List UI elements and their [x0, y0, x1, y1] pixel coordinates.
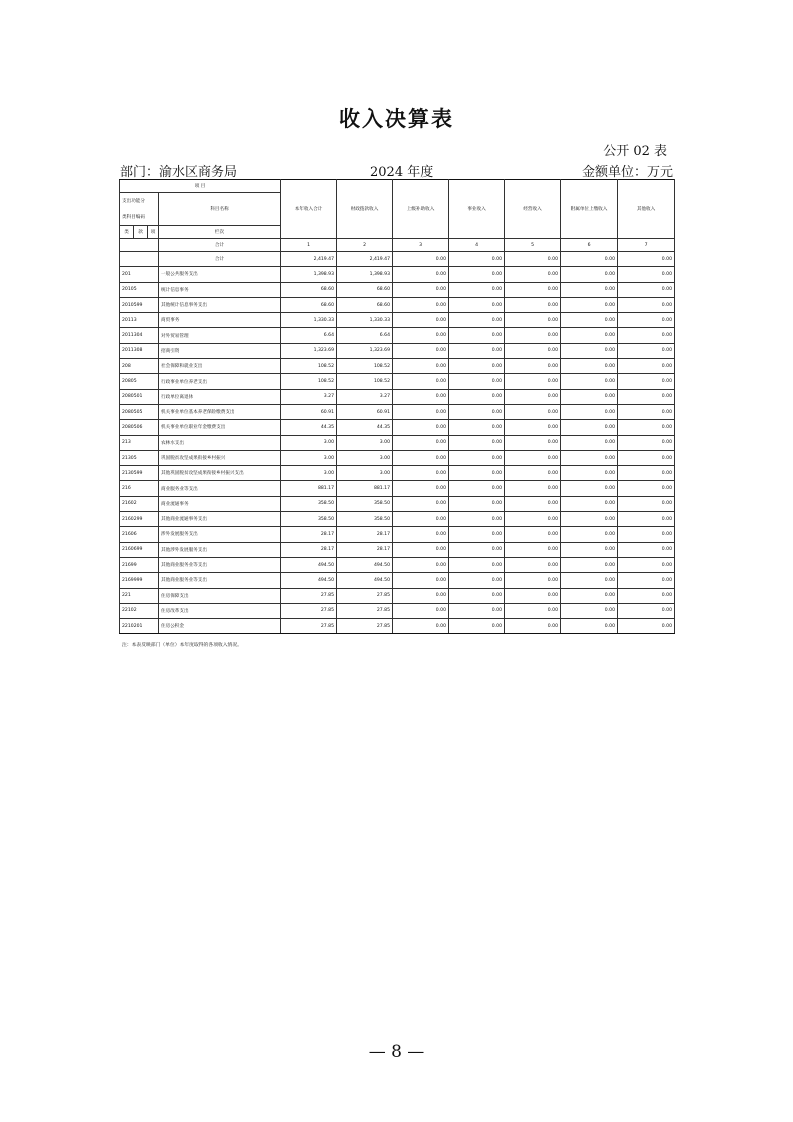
- row-value-3: 0.00: [393, 359, 449, 374]
- row-value-4: 0.00: [449, 450, 505, 465]
- row-value-5: 0.00: [505, 374, 561, 389]
- row-value-4: 0.00: [449, 527, 505, 542]
- row-value-6: 0.00: [561, 481, 618, 496]
- table-row: [120, 527, 675, 542]
- table-row: [120, 374, 675, 389]
- header-func-class: 支出功能分: [120, 193, 159, 210]
- row-code: 21602: [120, 496, 159, 511]
- table-row: [120, 603, 675, 618]
- row-value-1: 3.00: [281, 466, 337, 481]
- col-header-1: 本年收入合计: [281, 180, 337, 239]
- row-value-5: 0.00: [505, 619, 561, 634]
- col-header-6: 附属单位上缴收入: [561, 180, 618, 239]
- col-header-2: 财政拨款收入: [337, 180, 393, 239]
- table-row: [120, 420, 675, 435]
- row-value-6: 0.00: [561, 420, 618, 435]
- row-value-6: 0.00: [561, 404, 618, 419]
- row-value-7: 0.00: [618, 343, 675, 358]
- empty-cell: [120, 239, 159, 252]
- row-code: 20105: [120, 282, 159, 297]
- col-header-7: 其他收入: [618, 180, 675, 239]
- row-value-2: 60.91: [337, 404, 393, 419]
- row-value-4: 0.00: [449, 343, 505, 358]
- row-value-1: 881.17: [281, 481, 337, 496]
- row-value-7: 0.00: [618, 267, 675, 282]
- total-row-label: 合计: [159, 252, 281, 267]
- row-value-2: 68.60: [337, 297, 393, 312]
- row-value-6: 0.00: [561, 573, 618, 588]
- row-value-5: 0.00: [505, 420, 561, 435]
- table-row: [120, 435, 675, 450]
- row-name: 行政单位离退休: [159, 389, 281, 404]
- table-row: [120, 481, 675, 496]
- row-value-7: 0.00: [618, 297, 675, 312]
- total-value-7: 0.00: [618, 252, 675, 267]
- row-value-6: 0.00: [561, 527, 618, 542]
- row-code: 20805: [120, 374, 159, 389]
- row-code: 21606: [120, 527, 159, 542]
- row-value-4: 0.00: [449, 619, 505, 634]
- row-value-3: 0.00: [393, 297, 449, 312]
- row-name: 商业服务业等支出: [159, 481, 281, 496]
- row-value-7: 0.00: [618, 588, 675, 603]
- row-value-1: 108.52: [281, 359, 337, 374]
- col-header-5: 经营收入: [505, 180, 561, 239]
- row-value-5: 0.00: [505, 328, 561, 343]
- row-value-2: 3.00: [337, 450, 393, 465]
- row-value-4: 0.00: [449, 359, 505, 374]
- row-name: 其他商业服务业等支出: [159, 573, 281, 588]
- row-value-7: 0.00: [618, 466, 675, 481]
- row-value-3: 0.00: [393, 328, 449, 343]
- row-code: 2169999: [120, 573, 159, 588]
- row-name: 农林水支出: [159, 435, 281, 450]
- row-name: 其他商业服务业等支出: [159, 557, 281, 572]
- row-value-6: 0.00: [561, 603, 618, 618]
- col-num-2: 2: [337, 239, 393, 252]
- row-value-1: 3.27: [281, 389, 337, 404]
- table-row: [120, 282, 675, 297]
- row-value-1: 358.50: [281, 512, 337, 527]
- header-lei: 类: [120, 226, 134, 239]
- row-value-2: 27.85: [337, 588, 393, 603]
- row-value-2: 1,330.33: [337, 313, 393, 328]
- table-row: [120, 267, 675, 282]
- row-value-4: 0.00: [449, 557, 505, 572]
- row-value-5: 0.00: [505, 496, 561, 511]
- row-value-4: 0.00: [449, 573, 505, 588]
- row-value-4: 0.00: [449, 435, 505, 450]
- row-code: 2160699: [120, 542, 159, 557]
- row-value-2: 1,398.93: [337, 267, 393, 282]
- row-name: 住房保障支出: [159, 588, 281, 603]
- row-value-1: 108.52: [281, 374, 337, 389]
- row-value-4: 0.00: [449, 512, 505, 527]
- row-name: 商贸事务: [159, 313, 281, 328]
- row-value-6: 0.00: [561, 374, 618, 389]
- table-row: [120, 557, 675, 572]
- row-value-5: 0.00: [505, 542, 561, 557]
- row-value-2: 358.50: [337, 512, 393, 527]
- col-num-4: 4: [449, 239, 505, 252]
- row-value-2: 3.27: [337, 389, 393, 404]
- row-code: 2210201: [120, 619, 159, 634]
- row-value-5: 0.00: [505, 313, 561, 328]
- row-value-3: 0.00: [393, 466, 449, 481]
- row-value-6: 0.00: [561, 512, 618, 527]
- row-value-4: 0.00: [449, 313, 505, 328]
- row-value-3: 0.00: [393, 343, 449, 358]
- row-value-5: 0.00: [505, 343, 561, 358]
- row-value-6: 0.00: [561, 282, 618, 297]
- row-value-5: 0.00: [505, 481, 561, 496]
- total-value-4: 0.00: [449, 252, 505, 267]
- col-header-3: 上级补助收入: [393, 180, 449, 239]
- row-value-5: 0.00: [505, 512, 561, 527]
- row-value-2: 494.50: [337, 573, 393, 588]
- row-value-5: 0.00: [505, 282, 561, 297]
- row-name: 住房改革支出: [159, 603, 281, 618]
- total-value-1: 2,419.47: [281, 252, 337, 267]
- row-code: 21699: [120, 557, 159, 572]
- row-name: 住房公积金: [159, 619, 281, 634]
- row-name: 其他统计信息事务支出: [159, 297, 281, 312]
- row-value-2: 27.85: [337, 619, 393, 634]
- header-item: 项 目: [120, 180, 281, 193]
- header-kuan: 款: [134, 226, 148, 239]
- table-row: [120, 404, 675, 419]
- total-value-2: 2,419.47: [337, 252, 393, 267]
- total-value-5: 0.00: [505, 252, 561, 267]
- row-value-1: 3.00: [281, 435, 337, 450]
- row-value-7: 0.00: [618, 389, 675, 404]
- row-code: 2011308: [120, 343, 159, 358]
- row-value-6: 0.00: [561, 267, 618, 282]
- row-value-7: 0.00: [618, 404, 675, 419]
- row-value-1: 68.60: [281, 297, 337, 312]
- row-value-2: 28.17: [337, 542, 393, 557]
- row-value-6: 0.00: [561, 619, 618, 634]
- row-value-7: 0.00: [618, 359, 675, 374]
- row-value-2: 3.00: [337, 466, 393, 481]
- row-value-4: 0.00: [449, 374, 505, 389]
- row-value-7: 0.00: [618, 603, 675, 618]
- row-name: 统计信息事务: [159, 282, 281, 297]
- row-value-3: 0.00: [393, 557, 449, 572]
- row-name: 涉外发展服务支出: [159, 527, 281, 542]
- header-func-code: 类科目编码: [120, 209, 159, 226]
- row-value-1: 28.17: [281, 542, 337, 557]
- table-row: [120, 512, 675, 527]
- row-value-1: 3.00: [281, 450, 337, 465]
- row-name: 机关事业单位职业年金缴费支出: [159, 420, 281, 435]
- row-value-5: 0.00: [505, 557, 561, 572]
- row-value-6: 0.00: [561, 450, 618, 465]
- table-row: [120, 359, 675, 374]
- row-value-2: 27.85: [337, 603, 393, 618]
- row-value-4: 0.00: [449, 328, 505, 343]
- row-code: 2080501: [120, 389, 159, 404]
- header-col-numbers: [120, 239, 675, 252]
- row-value-7: 0.00: [618, 450, 675, 465]
- row-value-4: 0.00: [449, 404, 505, 419]
- row-value-5: 0.00: [505, 603, 561, 618]
- row-value-1: 358.50: [281, 496, 337, 511]
- row-value-4: 0.00: [449, 603, 505, 618]
- row-value-4: 0.00: [449, 297, 505, 312]
- row-value-6: 0.00: [561, 557, 618, 572]
- table-row: [120, 542, 675, 557]
- col-num-5: 5: [505, 239, 561, 252]
- row-value-5: 0.00: [505, 588, 561, 603]
- row-value-3: 0.00: [393, 603, 449, 618]
- row-value-3: 0.00: [393, 389, 449, 404]
- row-value-7: 0.00: [618, 512, 675, 527]
- row-value-7: 0.00: [618, 435, 675, 450]
- row-value-7: 0.00: [618, 481, 675, 496]
- row-value-2: 358.50: [337, 496, 393, 511]
- table-row: [120, 328, 675, 343]
- amount-unit: 金额单位：万元: [581, 165, 673, 180]
- row-code: 221: [120, 588, 159, 603]
- row-value-4: 0.00: [449, 542, 505, 557]
- department-label: 部门：渝水区商务局: [120, 165, 238, 180]
- total-row: [120, 252, 675, 267]
- row-code: 208: [120, 359, 159, 374]
- form-number: 公开 02 表: [603, 144, 667, 159]
- row-value-3: 0.00: [393, 435, 449, 450]
- row-value-3: 0.00: [393, 542, 449, 557]
- row-value-6: 0.00: [561, 343, 618, 358]
- row-code: 2130599: [120, 466, 159, 481]
- row-value-7: 0.00: [618, 557, 675, 572]
- row-value-1: 1,330.33: [281, 313, 337, 328]
- fiscal-year: 2024 年度: [370, 165, 434, 180]
- row-value-3: 0.00: [393, 420, 449, 435]
- row-value-3: 0.00: [393, 588, 449, 603]
- table-row: [120, 450, 675, 465]
- row-value-7: 0.00: [618, 527, 675, 542]
- row-value-1: 27.85: [281, 588, 337, 603]
- row-value-4: 0.00: [449, 466, 505, 481]
- col-num-7: 7: [618, 239, 675, 252]
- row-value-3: 0.00: [393, 313, 449, 328]
- row-code: 2080505: [120, 404, 159, 419]
- row-value-7: 0.00: [618, 420, 675, 435]
- row-value-3: 0.00: [393, 450, 449, 465]
- row-value-3: 0.00: [393, 267, 449, 282]
- header-xiang: 项: [148, 226, 159, 239]
- row-name: 行政事业单位养老支出: [159, 374, 281, 389]
- row-value-1: 60.91: [281, 404, 337, 419]
- row-value-5: 0.00: [505, 435, 561, 450]
- row-value-3: 0.00: [393, 512, 449, 527]
- row-value-3: 0.00: [393, 481, 449, 496]
- row-value-1: 27.85: [281, 603, 337, 618]
- meta-row: [120, 161, 673, 179]
- row-value-6: 0.00: [561, 542, 618, 557]
- row-value-2: 494.50: [337, 557, 393, 572]
- row-value-6: 0.00: [561, 588, 618, 603]
- row-value-3: 0.00: [393, 619, 449, 634]
- row-value-5: 0.00: [505, 573, 561, 588]
- total-label: 合计: [159, 239, 281, 252]
- row-value-7: 0.00: [618, 328, 675, 343]
- row-value-7: 0.00: [618, 619, 675, 634]
- row-value-5: 0.00: [505, 450, 561, 465]
- row-value-1: 28.17: [281, 527, 337, 542]
- row-value-5: 0.00: [505, 404, 561, 419]
- total-value-6: 0.00: [561, 252, 618, 267]
- row-value-1: 1,398.93: [281, 267, 337, 282]
- row-value-6: 0.00: [561, 466, 618, 481]
- col-num-1: 1: [281, 239, 337, 252]
- row-code: 20113: [120, 313, 159, 328]
- row-name: 其他涉外发展服务支出: [159, 542, 281, 557]
- page-number: — 8 —: [368, 1042, 425, 1062]
- row-value-6: 0.00: [561, 297, 618, 312]
- row-value-6: 0.00: [561, 435, 618, 450]
- row-value-1: 27.85: [281, 619, 337, 634]
- header-row-1: [120, 180, 675, 193]
- row-value-2: 108.52: [337, 374, 393, 389]
- row-value-3: 0.00: [393, 527, 449, 542]
- table-note: 注：本表反映部门（单位）本年度取得的各项收入情况。: [122, 643, 242, 648]
- row-value-5: 0.00: [505, 359, 561, 374]
- table-row: [120, 343, 675, 358]
- row-value-7: 0.00: [618, 313, 675, 328]
- table-row: [120, 588, 675, 603]
- row-value-2: 6.64: [337, 328, 393, 343]
- row-value-4: 0.00: [449, 481, 505, 496]
- row-value-7: 0.00: [618, 282, 675, 297]
- row-value-5: 0.00: [505, 466, 561, 481]
- row-value-1: 494.50: [281, 573, 337, 588]
- row-value-4: 0.00: [449, 588, 505, 603]
- row-value-7: 0.00: [618, 573, 675, 588]
- row-value-6: 0.00: [561, 359, 618, 374]
- row-code: 2011304: [120, 328, 159, 343]
- row-value-1: 44.35: [281, 420, 337, 435]
- table-row: [120, 573, 675, 588]
- table-row: [120, 297, 675, 312]
- row-value-2: 881.17: [337, 481, 393, 496]
- table-row: [120, 496, 675, 511]
- table-row: [120, 389, 675, 404]
- row-value-3: 0.00: [393, 496, 449, 511]
- col-num-6: 6: [561, 239, 618, 252]
- table-row: [120, 466, 675, 481]
- row-value-4: 0.00: [449, 282, 505, 297]
- page-title: 收入决算表: [339, 107, 454, 131]
- row-name: 机关事业单位基本养老保险缴费支出: [159, 404, 281, 419]
- row-name: 社会保障和就业支出: [159, 359, 281, 374]
- row-value-7: 0.00: [618, 542, 675, 557]
- row-value-1: 68.60: [281, 282, 337, 297]
- row-value-4: 0.00: [449, 496, 505, 511]
- row-value-2: 3.00: [337, 435, 393, 450]
- row-value-6: 0.00: [561, 496, 618, 511]
- row-value-4: 0.00: [449, 389, 505, 404]
- row-name: 一般公共服务支出: [159, 267, 281, 282]
- col-num-3: 3: [393, 239, 449, 252]
- header-subject-name: 科目名称: [159, 193, 281, 226]
- row-name: 其他巩固脱贫攻坚成果衔接乡村振兴支出: [159, 466, 281, 481]
- row-value-3: 0.00: [393, 282, 449, 297]
- row-value-2: 1,323.69: [337, 343, 393, 358]
- row-value-5: 0.00: [505, 527, 561, 542]
- row-value-1: 6.64: [281, 328, 337, 343]
- header-lanci: 栏次: [159, 226, 281, 239]
- row-name: 商业流通事务: [159, 496, 281, 511]
- row-code: 2080506: [120, 420, 159, 435]
- row-value-3: 0.00: [393, 374, 449, 389]
- row-value-1: 1,323.69: [281, 343, 337, 358]
- row-value-3: 0.00: [393, 404, 449, 419]
- row-value-3: 0.00: [393, 573, 449, 588]
- row-value-4: 0.00: [449, 420, 505, 435]
- row-value-6: 0.00: [561, 389, 618, 404]
- row-name: 其他商业流通事务支出: [159, 512, 281, 527]
- row-value-6: 0.00: [561, 328, 618, 343]
- table-row: [120, 313, 675, 328]
- row-code: 22102: [120, 603, 159, 618]
- table-row: [120, 619, 675, 634]
- income-table: [119, 179, 675, 634]
- row-value-5: 0.00: [505, 297, 561, 312]
- row-code: 2160299: [120, 512, 159, 527]
- row-name: 招商引资: [159, 343, 281, 358]
- row-code: 216: [120, 481, 159, 496]
- row-name: 巩固脱贫攻坚成果衔接乡村振兴: [159, 450, 281, 465]
- row-value-2: 44.35: [337, 420, 393, 435]
- row-value-2: 108.52: [337, 359, 393, 374]
- empty-cell: [120, 252, 159, 267]
- row-code: 21305: [120, 450, 159, 465]
- row-value-2: 28.17: [337, 527, 393, 542]
- row-value-7: 0.00: [618, 374, 675, 389]
- row-value-4: 0.00: [449, 267, 505, 282]
- row-code: 2010599: [120, 297, 159, 312]
- total-value-3: 0.00: [393, 252, 449, 267]
- row-name: 对外贸易管理: [159, 328, 281, 343]
- row-value-6: 0.00: [561, 313, 618, 328]
- row-code: 201: [120, 267, 159, 282]
- col-header-4: 事业收入: [449, 180, 505, 239]
- row-value-1: 494.50: [281, 557, 337, 572]
- row-code: 213: [120, 435, 159, 450]
- row-value-7: 0.00: [618, 496, 675, 511]
- row-value-2: 68.60: [337, 282, 393, 297]
- row-value-5: 0.00: [505, 267, 561, 282]
- row-value-5: 0.00: [505, 389, 561, 404]
